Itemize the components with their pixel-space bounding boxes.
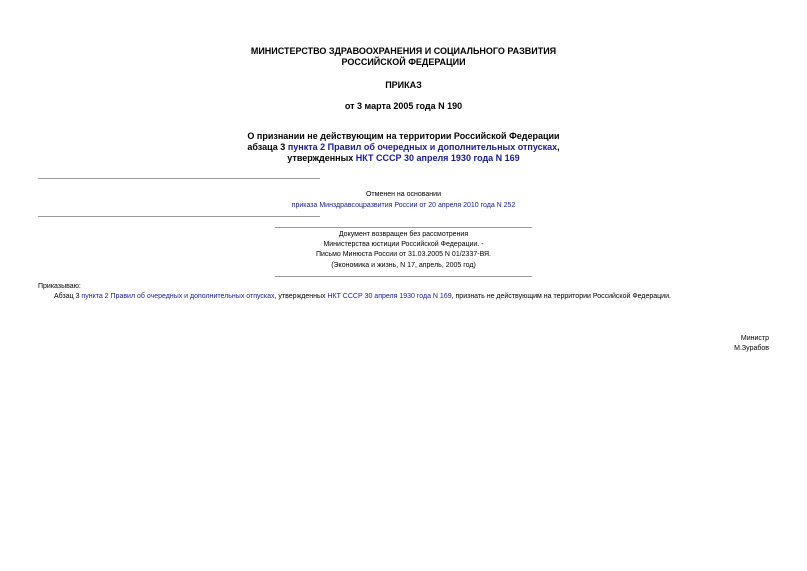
cancel-note-top-rule	[38, 178, 320, 179]
cancel-note-bottom-rule	[38, 216, 320, 217]
ministry-title-line2: РОССИЙСКОЙ ФЕДЕРАЦИИ	[341, 57, 466, 67]
return-note-line4: (Экономика и жизнь, N 17, апрель, 2005 год)	[331, 262, 476, 269]
document-title-line1: О признании не действующим на территории Российской Федерации	[247, 131, 560, 141]
return-note-line2: Министерства юстиции Российской Федерации. -	[323, 241, 484, 248]
document-date: от 3 марта 2005 года N 190	[344, 101, 463, 111]
cancel-order-link[interactable]: приказа Минздравсоцразвития России от 20 апреля 2010 года N 252	[291, 202, 516, 209]
return-note-line3: Письмо Минюста России от 31.03.2005 N 01/2337-ВЯ.	[315, 251, 492, 258]
signature-name: М.Зурабов	[734, 345, 769, 352]
document-title-line2	[0, 142, 807, 153]
signature-position: Министр	[740, 335, 769, 342]
title-line2-suffix: ,	[557, 142, 560, 152]
order-text-mid: , утвержденных	[274, 293, 328, 300]
order-text-suffix: , признать не действующим на территории Российской Федерации.	[451, 293, 671, 300]
cancel-note-link-line	[0, 201, 807, 211]
title-nkt-link[interactable]: НКТ СССР 30 апреля 1930 года N 169	[355, 153, 520, 163]
title-rules-link[interactable]: пункта 2 Правил об очередных и дополнительных отпусках	[287, 142, 558, 152]
title-line3-prefix: утвержденных	[287, 153, 356, 163]
order-word: Приказываю:	[38, 283, 81, 290]
return-note-line1: Документ возвращен без рассмотрения	[338, 231, 469, 238]
order-paragraph	[54, 292, 671, 302]
return-note-bottom-rule	[275, 276, 532, 277]
body-rules-link[interactable]: пункта 2 Правил об очередных и дополнительных отпусках	[81, 293, 275, 300]
title-line2-prefix: абзаца 3	[247, 142, 288, 152]
return-note-top-rule	[275, 227, 532, 228]
order-text-prefix: Абзац 3	[54, 293, 82, 300]
body-nkt-link[interactable]: НКТ СССР 30 апреля 1930 года N 169	[327, 293, 452, 300]
document-type: ПРИКАЗ	[385, 80, 422, 90]
cancel-note-text: Отменен на основании	[365, 191, 441, 198]
ministry-title-line1: МИНИСТЕРСТВО ЗДРАВООХРАНЕНИЯ И СОЦИАЛЬНОГО РАЗВИТИЯ	[250, 46, 557, 56]
document-title-line3	[0, 153, 807, 164]
